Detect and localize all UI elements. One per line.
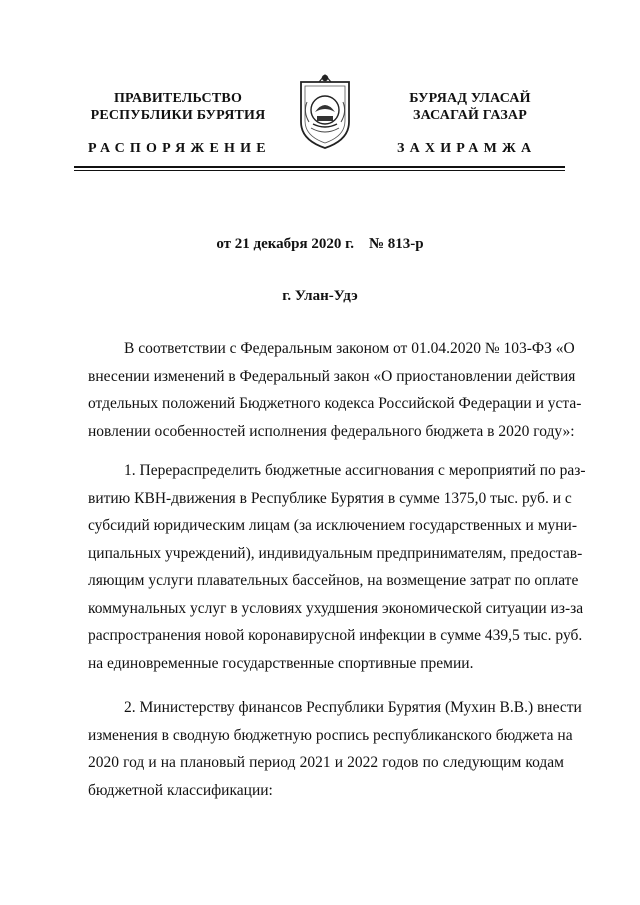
paragraph-item-2	[88, 694, 582, 804]
text-line: субсидий юридическим лицам (за исключением государственных и муни-	[88, 517, 578, 534]
text-line: изменения в сводную бюджетную роспись республиканского бюджета на	[88, 726, 573, 744]
city: г. Улан-Удэ	[282, 288, 358, 304]
header-divider-thin	[74, 170, 565, 171]
text-line: витию КВН-движения в Республике Бурятия в сумме 1375,0 тыс. руб. и с	[88, 489, 572, 507]
doc-type-left: РАСПОРЯЖЕНИЕ	[88, 141, 271, 156]
text-line: 2020 год и на плановый период 2021 и 2022 годов по следующим кодам	[88, 754, 564, 771]
header-divider-thick	[74, 166, 565, 168]
text-line: 2. Министерству финансов Республики Бурятия (Мухин В.В.) внести	[124, 699, 582, 716]
doc-type-right: ЗАХИРАМЖА	[397, 141, 537, 156]
text-line: новлении особенностей исполнения федерального бюджета в 2020 году»:	[88, 422, 575, 440]
text-line: коммунальных услуг в условиях ухудшения экономической ситуации из-за	[88, 599, 584, 617]
text-line: ципальных учреждений), индивидуальным предпринимателям, предостав-	[88, 544, 583, 562]
header-right-title	[370, 90, 570, 124]
text-line: 1. Перераспределить бюджетные ассигнования с мероприятий по раз-	[124, 462, 586, 479]
paragraph-preamble	[88, 335, 582, 445]
text-line: ляющим услуги плавательных бассейнов, на возмещение затрат по оплате	[88, 572, 579, 589]
text-line: распространения новой коронавирусной инфекции в сумме 439,5 тыс. руб.	[88, 627, 583, 644]
text-line: В соответствии с Федеральным законом от 01.04.2020 № 103-ФЗ «О	[124, 340, 575, 357]
header-left-title	[78, 90, 278, 124]
header-left-line-2: РЕСПУБЛИКИ БУРЯТИЯ	[90, 108, 266, 123]
text-line: бюджетной классификации:	[88, 781, 273, 799]
header-right-line-1: БУРЯАД УЛАСАЙ	[409, 91, 531, 106]
text-line: на единовременные государственные спортивные премии.	[88, 654, 474, 672]
header-right-line-2: ЗАСАГАЙ ГАЗАР	[412, 108, 527, 123]
text-line: отдельных положений Бюджетного кодекса Российской Федерации и уста-	[88, 395, 582, 412]
text-line: внесении изменений в Федеральный закон «О приостановлении действия	[88, 367, 576, 385]
paragraph-item-1	[88, 457, 586, 677]
coat-of-arms-emblem-icon	[297, 72, 353, 150]
header-left-line-1: ПРАВИТЕЛЬСТВО	[113, 91, 243, 106]
date-and-number: от 21 декабря 2020 г. № 813-р	[216, 236, 424, 252]
